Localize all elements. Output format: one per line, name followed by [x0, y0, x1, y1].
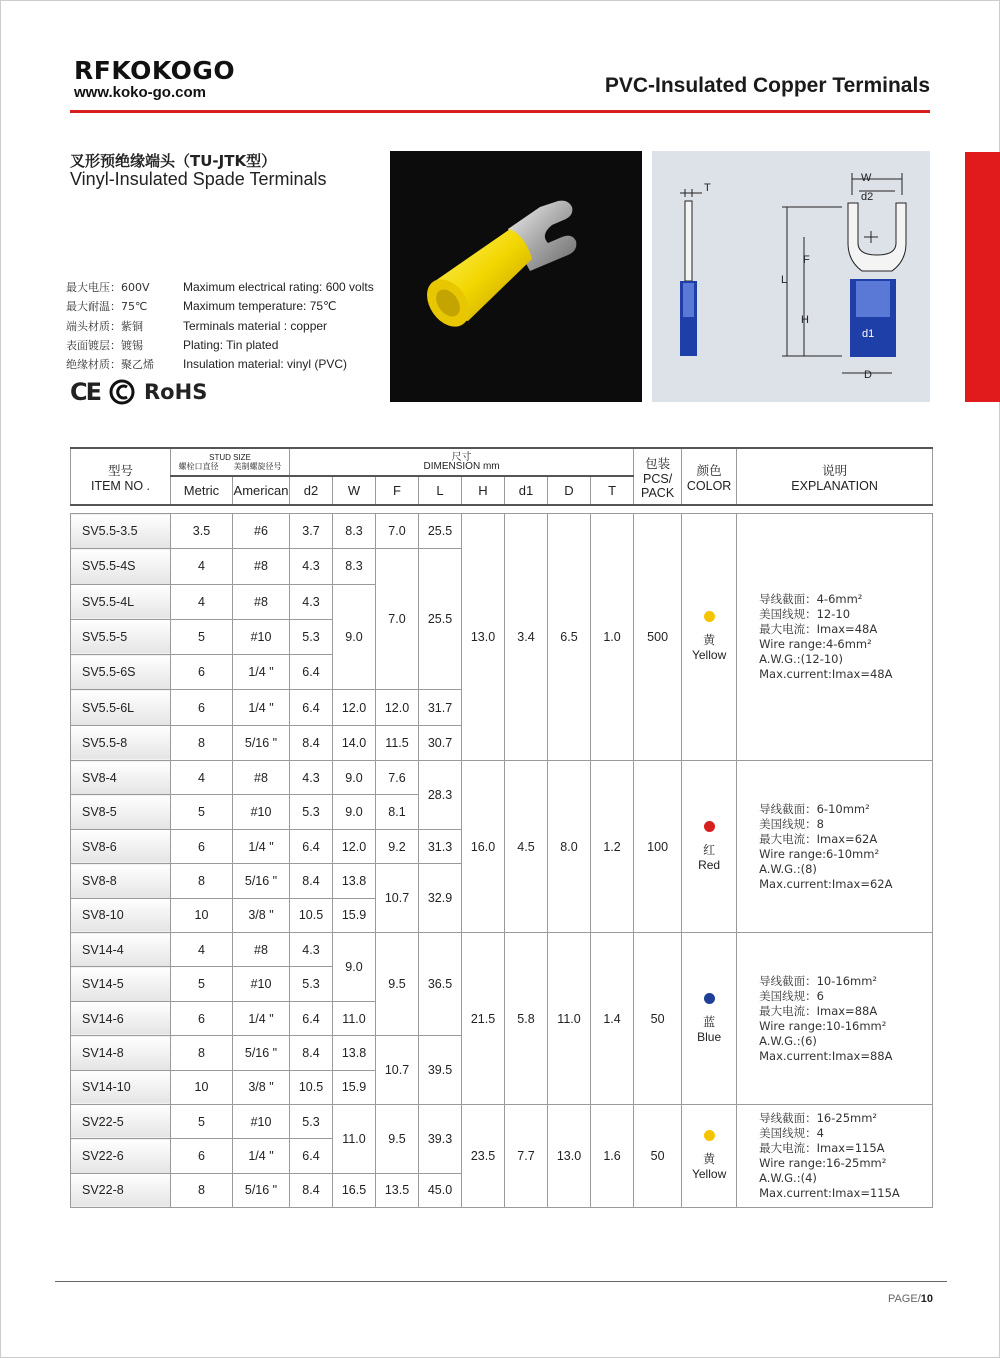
- american: 1/4 ": [233, 690, 290, 725]
- d2: 5.3: [290, 795, 333, 829]
- metric: 8: [171, 1036, 233, 1070]
- col-W: W: [333, 476, 376, 505]
- F: 9.5: [376, 933, 419, 1036]
- L: 30.7: [419, 725, 462, 760]
- L: 39.3: [419, 1104, 462, 1173]
- section-tab: [965, 152, 1000, 402]
- dim-F-label: F: [803, 254, 810, 266]
- L: 39.5: [419, 1036, 462, 1105]
- F: 10.7: [376, 864, 419, 933]
- T: 1.4: [591, 933, 634, 1105]
- W: 14.0: [333, 725, 376, 760]
- item-no: SV22-6: [71, 1139, 171, 1173]
- table-group: [71, 761, 933, 933]
- item-no: SV8-6: [71, 829, 171, 863]
- metric: 4: [171, 933, 233, 967]
- col-explanation-en: EXPLANATION: [791, 478, 878, 493]
- pack: 500: [634, 514, 682, 761]
- explanation: 导线截面：10-16mm² 美国线规：6 最大电流：Imax=88A Wire range:10-16mm² A.W.G.:(6) Max.current:Imax=88A: [737, 933, 933, 1105]
- d2: 3.7: [290, 514, 333, 549]
- american: 5/16 ": [233, 1036, 290, 1070]
- ce-mark: CE: [70, 378, 101, 406]
- american: #10: [233, 1104, 290, 1138]
- dim-d1-label: d1: [862, 328, 875, 340]
- L: 25.5: [419, 514, 462, 549]
- d2: 6.4: [290, 1139, 333, 1173]
- table-row: [71, 1104, 933, 1138]
- F: 9.2: [376, 829, 419, 863]
- american: #6: [233, 514, 290, 549]
- col-item-cn: 型号: [107, 463, 133, 478]
- spec-label-en: Maximum electrical rating: 600 volts: [183, 280, 374, 294]
- color-dot: [704, 993, 715, 1004]
- american: 1/4 ": [233, 829, 290, 863]
- W: 13.8: [333, 864, 376, 898]
- american: #8: [233, 549, 290, 584]
- spade-terminal-image: [390, 151, 642, 402]
- color-cell: [682, 514, 737, 761]
- L: 32.9: [419, 864, 462, 933]
- explanation: 导线截面：16-25mm² 美国线规：4 最大电流：Imax=115A Wire range:16-25mm² A.W.G.:(4) Max.current:Imax=115A: [737, 1104, 933, 1207]
- D: 8.0: [548, 761, 591, 933]
- american: 1/4 ": [233, 655, 290, 690]
- technical-drawing: [652, 151, 930, 402]
- col-dimension-header: [290, 448, 634, 476]
- spec-item: [66, 355, 374, 374]
- T: 1.2: [591, 761, 634, 933]
- d2: 4.3: [290, 584, 333, 619]
- L: 36.5: [419, 933, 462, 1036]
- color-cell: [682, 761, 737, 933]
- d2: 8.4: [290, 1173, 333, 1207]
- explanation: 导线截面：6-10mm² 美国线规：8 最大电流：Imax=62A Wire range:6-10mm² A.W.G.:(8) Max.current:Imax=62A: [737, 761, 933, 933]
- page-label: PAGE/: [887, 1293, 921, 1305]
- item-no: SV14-4: [71, 933, 171, 967]
- american: 1/4 ": [233, 1001, 290, 1035]
- col-D: D: [548, 476, 591, 505]
- item-no: SV8-10: [71, 898, 171, 932]
- color-cell: [682, 933, 737, 1105]
- metric: 8: [171, 864, 233, 898]
- spec-item: [66, 297, 374, 316]
- color-dot: [704, 821, 715, 832]
- spec-table: [70, 447, 933, 1208]
- item-no: SV5.5-3.5: [71, 514, 171, 549]
- table-row: [71, 761, 933, 795]
- T: 1.0: [591, 514, 634, 761]
- spec-label-en: Plating: Tin plated: [183, 337, 279, 352]
- D: 6.5: [548, 514, 591, 761]
- H: 21.5: [462, 933, 505, 1105]
- F: 10.7: [376, 1036, 419, 1105]
- metric: 5: [171, 619, 233, 654]
- col-d1: d1: [505, 476, 548, 505]
- metric: 6: [171, 1139, 233, 1173]
- d2: 8.4: [290, 1036, 333, 1070]
- F: 11.5: [376, 725, 419, 760]
- col-stud-en: STUD SIZE: [209, 453, 251, 462]
- col-L: L: [419, 476, 462, 505]
- product-photo: [390, 151, 642, 402]
- color-dot: [704, 611, 715, 622]
- spec-label-cn: 最大电压：600V: [66, 281, 150, 294]
- d2: 4.3: [290, 549, 333, 584]
- H: 23.5: [462, 1104, 505, 1207]
- col-metric: Metric: [171, 476, 233, 505]
- item-no: SV22-5: [71, 1104, 171, 1138]
- item-no: SV14-6: [71, 1001, 171, 1035]
- metric: 5: [171, 967, 233, 1001]
- table-row: [71, 933, 933, 967]
- spec-label-en: Terminals material : copper: [183, 318, 328, 333]
- metric: 4: [171, 549, 233, 584]
- american: 1/4 ": [233, 1139, 290, 1173]
- col-stud-cn-american: 美制螺旋径号: [233, 462, 282, 471]
- pack: 100: [634, 761, 682, 933]
- metric: 6: [171, 829, 233, 863]
- col-dimension-en: DIMENSION mm: [423, 461, 500, 472]
- item-no: SV5.5-8: [71, 725, 171, 760]
- D: 13.0: [548, 1104, 591, 1207]
- d2: 6.4: [290, 690, 333, 725]
- color-cn: 蓝: [703, 1014, 716, 1029]
- d1: 5.8: [505, 933, 548, 1105]
- d2: 10.5: [290, 898, 333, 932]
- spec-label-cn: 最大耐温：75℃: [66, 300, 148, 314]
- item-no: SV22-8: [71, 1173, 171, 1207]
- american: 5/16 ": [233, 725, 290, 760]
- W: 15.9: [333, 1070, 376, 1104]
- page-number-value: 10: [920, 1293, 933, 1305]
- d1: 7.7: [505, 1104, 548, 1207]
- dim-L-label: L: [781, 274, 788, 286]
- spec-item: [66, 336, 374, 355]
- item-no: SV14-10: [71, 1070, 171, 1104]
- F: 8.1: [376, 795, 419, 829]
- item-no: SV8-8: [71, 864, 171, 898]
- spec-label-en: Insulation material: vinyl (PVC): [183, 357, 348, 372]
- d1: 4.5: [505, 761, 548, 933]
- F: 12.0: [376, 690, 419, 725]
- page-number: [888, 1293, 933, 1305]
- W: 8.3: [333, 514, 376, 549]
- col-H: H: [462, 476, 505, 505]
- d2: 5.3: [290, 967, 333, 1001]
- footer-rule: [55, 1281, 947, 1282]
- d2: 6.4: [290, 829, 333, 863]
- d2: 4.3: [290, 933, 333, 967]
- metric: 3.5: [171, 514, 233, 549]
- col-american: American: [233, 476, 290, 505]
- certification-row: [70, 378, 207, 406]
- col-dimension-cn: 尺寸: [451, 452, 472, 463]
- spec-item: [66, 278, 374, 297]
- metric: 6: [171, 690, 233, 725]
- F: 7.6: [376, 761, 419, 795]
- item-no: SV5.5-6L: [71, 690, 171, 725]
- d2: 10.5: [290, 1070, 333, 1104]
- col-pack-cn: 包装: [645, 456, 671, 471]
- metric: 6: [171, 655, 233, 690]
- table-group: [71, 1104, 933, 1207]
- spec-label-en: Maximum temperature: 75℃: [183, 299, 337, 314]
- W: 9.0: [333, 761, 376, 795]
- d2: 8.4: [290, 725, 333, 760]
- L: 31.3: [419, 829, 462, 863]
- W: 8.3: [333, 549, 376, 584]
- metric: 8: [171, 1173, 233, 1207]
- color-en: Red: [698, 857, 721, 872]
- F: 7.0: [376, 514, 419, 549]
- color-en: Yellow: [691, 648, 727, 663]
- col-explanation-cn: 说明: [822, 463, 848, 478]
- product-title-en: Vinyl-Insulated Spade Terminals: [70, 169, 327, 189]
- metric: 6: [171, 1001, 233, 1035]
- color-cn: 黄: [703, 1152, 716, 1167]
- dimension-drawing: [652, 151, 930, 402]
- pack: 50: [634, 933, 682, 1105]
- D: 11.0: [548, 933, 591, 1105]
- col-pack-en1: PCS/: [643, 471, 673, 486]
- metric: 4: [171, 584, 233, 619]
- d2: 6.4: [290, 655, 333, 690]
- W: 9.0: [333, 795, 376, 829]
- spec-label-cn: 表面镀层：镀锡: [66, 338, 143, 352]
- american: 3/8 ": [233, 1070, 290, 1104]
- spec-label-cn: 端头材质：紫铜: [66, 319, 143, 333]
- col-color-en: COLOR: [686, 478, 732, 493]
- W: 9.0: [333, 584, 376, 690]
- spec-list: [66, 278, 374, 374]
- american: 5/16 ": [233, 1173, 290, 1207]
- W: 12.0: [333, 829, 376, 863]
- item-no: SV14-5: [71, 967, 171, 1001]
- L: 25.5: [419, 549, 462, 690]
- d1: 3.4: [505, 514, 548, 761]
- col-color-header: [682, 448, 737, 505]
- rohs-mark: RoHS: [144, 380, 208, 404]
- metric: 5: [171, 1104, 233, 1138]
- col-stud-cn-metric: 螺栓口直径: [178, 462, 219, 471]
- W: 15.9: [333, 898, 376, 932]
- col-d2: d2: [290, 476, 333, 505]
- d2: 6.4: [290, 1001, 333, 1035]
- W: 12.0: [333, 690, 376, 725]
- color-cn: 红: [703, 842, 716, 857]
- col-item-header: [71, 448, 171, 505]
- american: #10: [233, 967, 290, 1001]
- L: 45.0: [419, 1173, 462, 1207]
- L: 28.3: [419, 761, 462, 830]
- color-cn: 黄: [703, 633, 716, 648]
- color-en: Blue: [697, 1029, 722, 1044]
- metric: 4: [171, 761, 233, 795]
- item-no: SV5.5-5: [71, 619, 171, 654]
- american: #10: [233, 619, 290, 654]
- H: 16.0: [462, 761, 505, 933]
- american: #8: [233, 761, 290, 795]
- col-pack-en2: PACK: [641, 485, 675, 500]
- W: 11.0: [333, 1001, 376, 1035]
- W: 9.0: [333, 933, 376, 1002]
- dim-D-label: D: [864, 369, 872, 381]
- W: 16.5: [333, 1173, 376, 1207]
- ccc-icon: [108, 378, 136, 406]
- dim-d2-label: d2: [861, 191, 874, 203]
- metric: 10: [171, 898, 233, 932]
- metric: 10: [171, 1070, 233, 1104]
- document-title: PVC-Insulated Copper Terminals: [604, 74, 930, 97]
- F: 9.5: [376, 1104, 419, 1173]
- color-en: Yellow: [691, 1167, 727, 1182]
- brand-logo: RFKOKOGO: [74, 56, 236, 85]
- H: 13.0: [462, 514, 505, 761]
- explanation: 导线截面：4-6mm² 美国线规：12-10 最大电流：Imax=48A Wire range:4-6mm² A.W.G.:(12-10) Max.current:Imax=48A: [737, 514, 933, 761]
- item-no: SV5.5-6S: [71, 655, 171, 690]
- col-pack-header: [634, 448, 682, 505]
- col-color-cn: 颜色: [696, 463, 722, 478]
- table-group: [71, 505, 933, 761]
- american: 5/16 ": [233, 864, 290, 898]
- L: 31.7: [419, 690, 462, 725]
- metric: 5: [171, 795, 233, 829]
- table-group: [71, 933, 933, 1105]
- item-no: SV5.5-4S: [71, 549, 171, 584]
- item-no: SV8-4: [71, 761, 171, 795]
- item-no: SV8-5: [71, 795, 171, 829]
- F: 7.0: [376, 549, 419, 690]
- item-no: SV5.5-4L: [71, 584, 171, 619]
- dim-T-label: T: [704, 182, 711, 194]
- american: #10: [233, 795, 290, 829]
- dim-H-label: H: [801, 314, 809, 326]
- W: 11.0: [333, 1104, 376, 1173]
- brand-url: www.koko-go.com: [74, 84, 206, 101]
- T: 1.6: [591, 1104, 634, 1207]
- color-dot: [704, 1130, 715, 1141]
- F: 13.5: [376, 1173, 419, 1207]
- spec-item: [66, 317, 374, 336]
- spec-label-cn: 绝缘材质：聚乙烯: [66, 358, 154, 372]
- pack: 50: [634, 1104, 682, 1207]
- col-T: T: [591, 476, 634, 505]
- col-stud-header: [171, 448, 290, 476]
- d2: 4.3: [290, 761, 333, 795]
- table-row: [71, 514, 933, 549]
- metric: 8: [171, 725, 233, 760]
- header-rule: [70, 110, 930, 113]
- color-cell: [682, 1104, 737, 1207]
- col-item-en: ITEM NO .: [90, 478, 151, 493]
- col-explanation-header: [737, 448, 933, 505]
- dim-W-label: W: [861, 172, 872, 184]
- item-no: SV14-8: [71, 1036, 171, 1070]
- d2: 8.4: [290, 864, 333, 898]
- W: 13.8: [333, 1036, 376, 1070]
- product-title-cn: 叉形预绝缘端头（TU-JTK型）: [70, 152, 277, 170]
- american: #8: [233, 584, 290, 619]
- d2: 5.3: [290, 619, 333, 654]
- american: #8: [233, 933, 290, 967]
- col-F: F: [376, 476, 419, 505]
- american: 3/8 ": [233, 898, 290, 932]
- d2: 5.3: [290, 1104, 333, 1138]
